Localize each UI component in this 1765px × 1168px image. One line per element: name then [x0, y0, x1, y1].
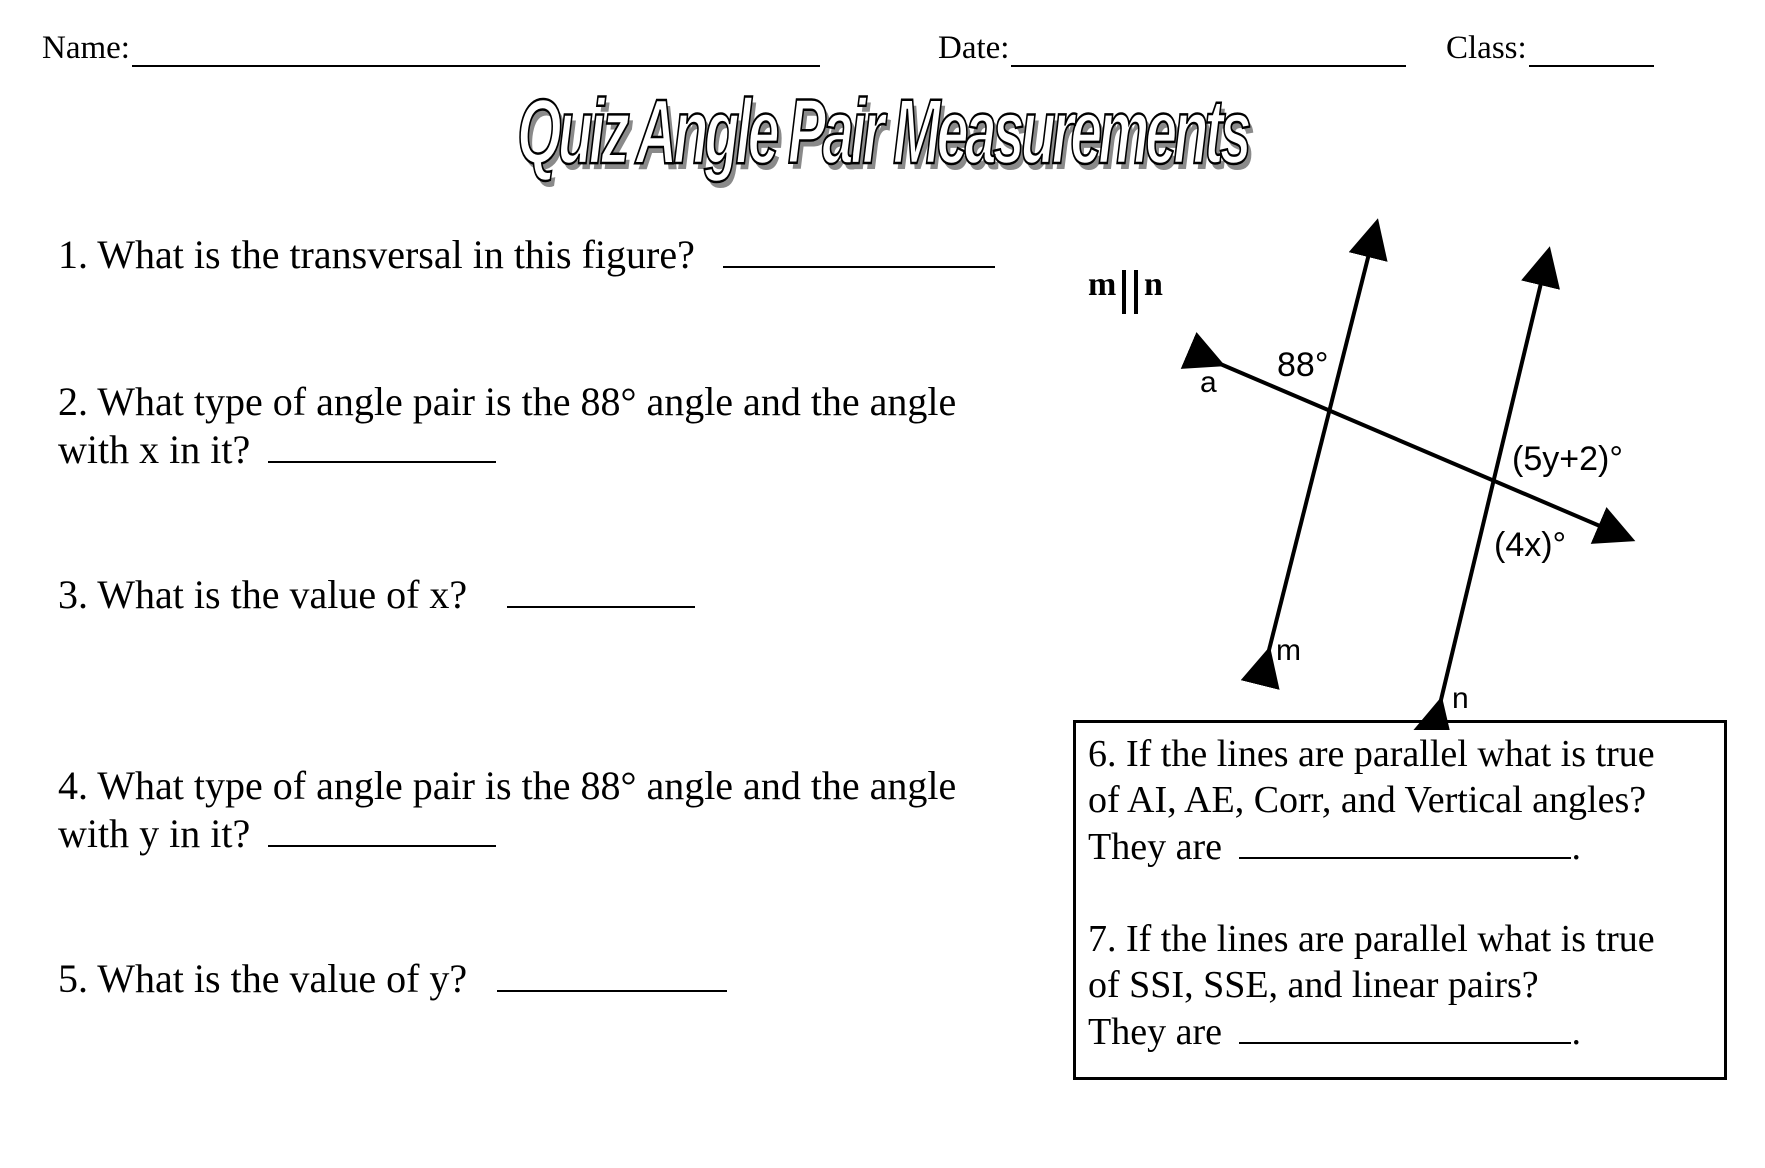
name-field-row: [42, 30, 820, 67]
question-3-answer-blank[interactable]: [507, 570, 695, 608]
page-title: Quiz Angle Pair Measurements: [517, 81, 1248, 183]
question-5-answer-blank[interactable]: [497, 954, 727, 992]
question-6-period: .: [1571, 826, 1581, 868]
question-7-answer-blank[interactable]: [1239, 1008, 1571, 1044]
question-7: [1088, 916, 1714, 1055]
question-3: [58, 570, 695, 618]
question-5-text: 5. What is the value of y?: [58, 956, 468, 1001]
line-m: [1268, 226, 1376, 654]
label-4x: (4x)°: [1494, 526, 1567, 564]
question-1: [58, 230, 995, 278]
label-n: n: [1452, 682, 1469, 715]
question-4-text-line1: 4. What type of angle pair is the 88° angle and the angle: [58, 763, 957, 808]
question-3-text: 3. What is the value of x?: [58, 572, 468, 617]
question-7-line1: 7. If the lines are parallel what is true: [1088, 918, 1655, 960]
question-2-answer-blank[interactable]: [268, 425, 496, 463]
question-7-line3: They are: [1088, 1011, 1222, 1053]
class-label: Class:: [1446, 30, 1527, 66]
label-m: m: [1276, 634, 1301, 667]
parallel-properties-box: [1073, 720, 1727, 1080]
question-5: [58, 954, 727, 1002]
question-2-text-line2: with x in it?: [58, 427, 251, 472]
question-7-period: .: [1571, 1011, 1581, 1053]
transversal-figure: [1150, 210, 1650, 730]
question-6-answer-blank[interactable]: [1239, 823, 1571, 859]
label-88-degrees: 88°: [1277, 346, 1329, 384]
class-blank[interactable]: [1529, 33, 1654, 67]
question-4-answer-blank[interactable]: [268, 809, 496, 847]
parallel-label-n: n: [1144, 266, 1163, 303]
parallel-bar-right: [1134, 270, 1138, 314]
label-5y-plus-2: (5y+2)°: [1512, 440, 1623, 478]
question-6-line2: of AI, AE, Corr, and Vertical angles?: [1088, 779, 1647, 821]
parallel-bar-left: [1122, 270, 1126, 314]
question-6-line3: They are: [1088, 826, 1222, 868]
question-7-line2: of SSI, SSE, and linear pairs?: [1088, 964, 1539, 1006]
question-2: [58, 378, 956, 473]
question-1-answer-blank[interactable]: [723, 230, 995, 268]
question-4: [58, 762, 956, 857]
question-1-text: 1. What is the transversal in this figure?: [58, 232, 695, 277]
question-6: [1088, 731, 1714, 870]
parallel-label-m: m: [1088, 266, 1117, 303]
question-4-text-line2: with y in it?: [58, 811, 251, 856]
question-6-line1: 6. If the lines are parallel what is true: [1088, 733, 1655, 775]
date-label: Date:: [938, 30, 1010, 66]
date-blank[interactable]: [1011, 33, 1406, 67]
date-field-row: [938, 30, 1406, 67]
question-2-text-line1: 2. What type of angle pair is the 88° angle and the angle: [58, 379, 957, 424]
name-label: Name:: [42, 30, 130, 66]
name-blank[interactable]: [132, 33, 820, 67]
label-a: a: [1200, 366, 1217, 399]
class-field-row: [1446, 30, 1654, 67]
